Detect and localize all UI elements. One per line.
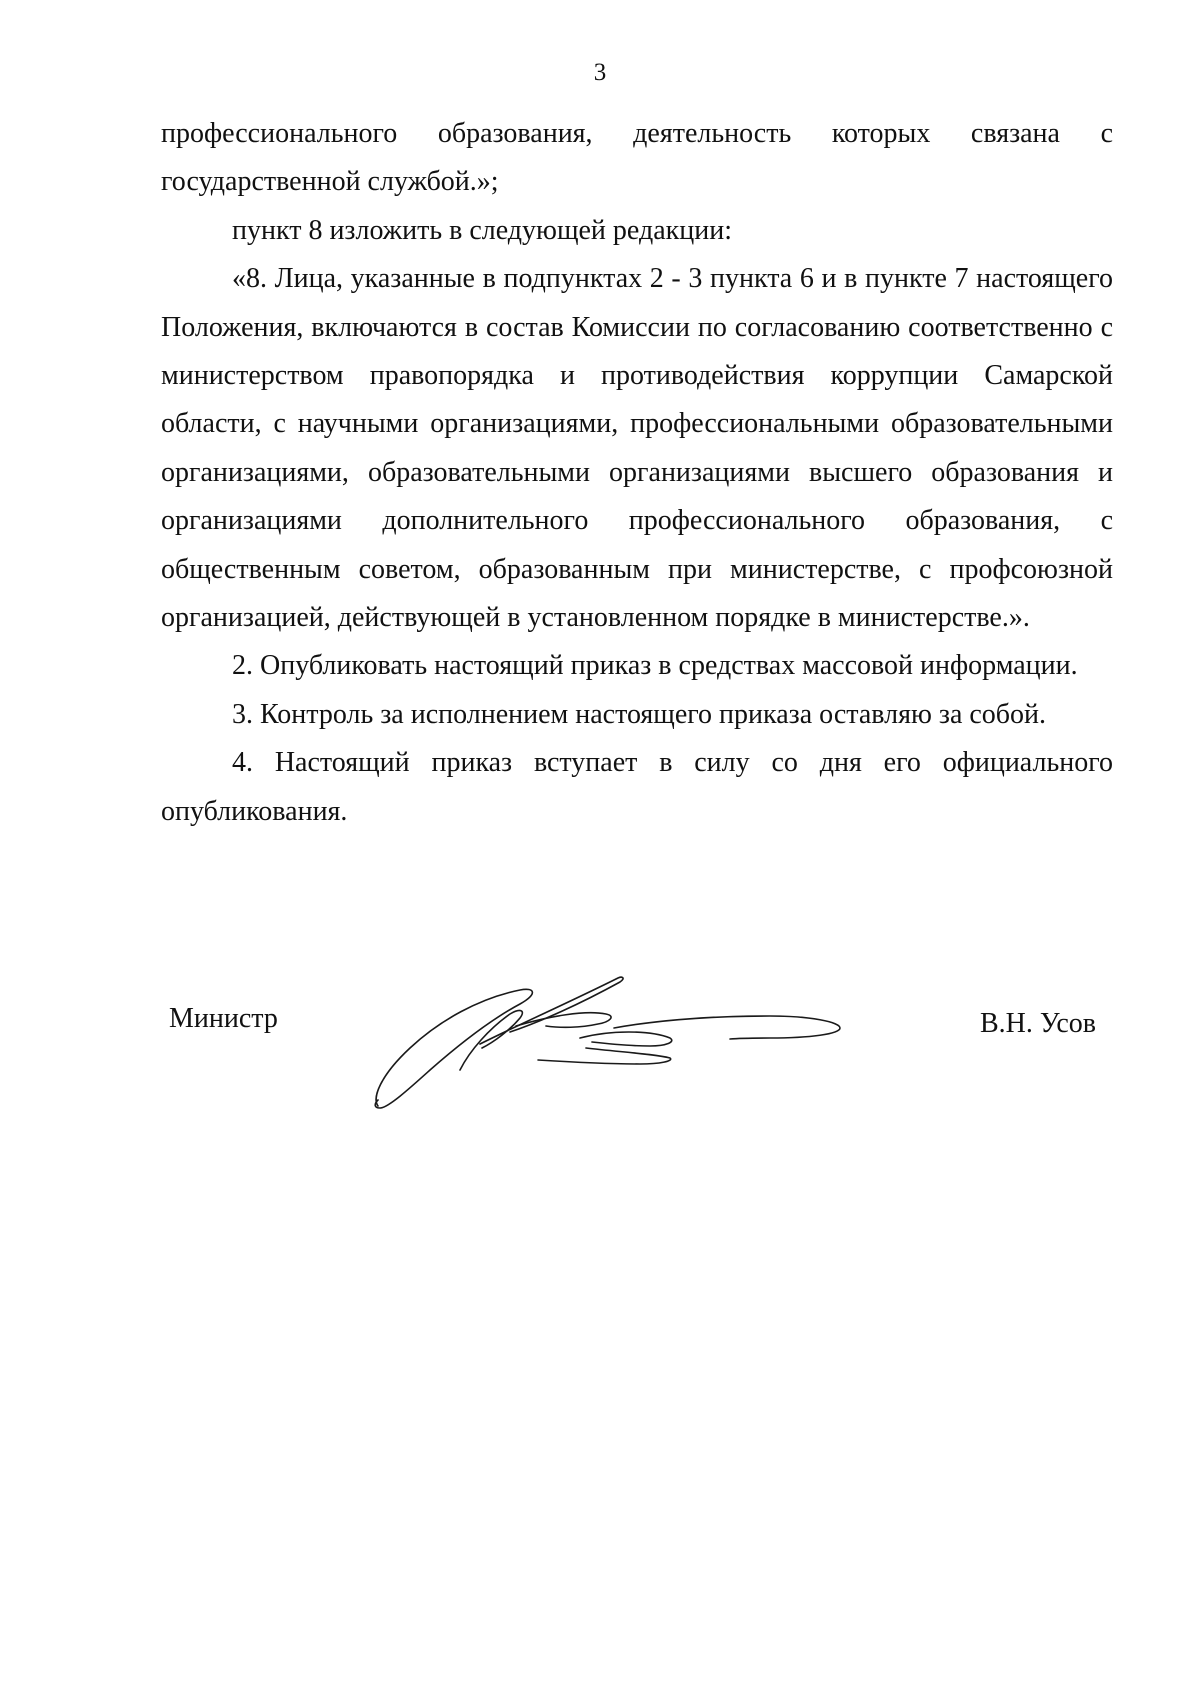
paragraph-continuation: профессионального образования, деятельность которых связана с государственной службой.»; <box>161 118 1113 198</box>
signature-block <box>0 990 1200 1130</box>
page-number: 3 <box>593 59 607 86</box>
signatory-title: Министр <box>169 1003 278 1034</box>
document-body <box>161 110 1113 836</box>
paragraph-item-2: 2. Опубликовать настоящий приказ в средствах массовой информации. <box>232 650 1078 682</box>
handwritten-signature <box>370 958 910 1118</box>
paragraph-item-3: 3. Контроль за исполнением настоящего приказа оставляю за собой. <box>232 698 1047 730</box>
paragraph-item-4: 4. Настоящий приказ вступает в силу со дня его официального опубликования. <box>161 747 1113 827</box>
paragraph-amendment-intro: пункт 8 изложить в следующей редакции: <box>232 214 732 246</box>
signatory-name: В.Н. Усов <box>980 1008 1097 1039</box>
paragraph-clause-8: «8. Лица, указанные в подпунктах 2 - 3 пункта 6 и в пункте 7 настоящего Положения, включаются в состав Комиссии по согласованию соответственно с министерством правопорядка и противодействия коррупции Самарской области, с научными организациями, профессиональными образовательными организациями, образовательными организациями высшего образования и организациями дополнительного профессионального образования, с общественным советом, образованным при министерстве, с профсоюзной организацией, действующей в установленном порядке в министерстве.». <box>161 263 1113 634</box>
